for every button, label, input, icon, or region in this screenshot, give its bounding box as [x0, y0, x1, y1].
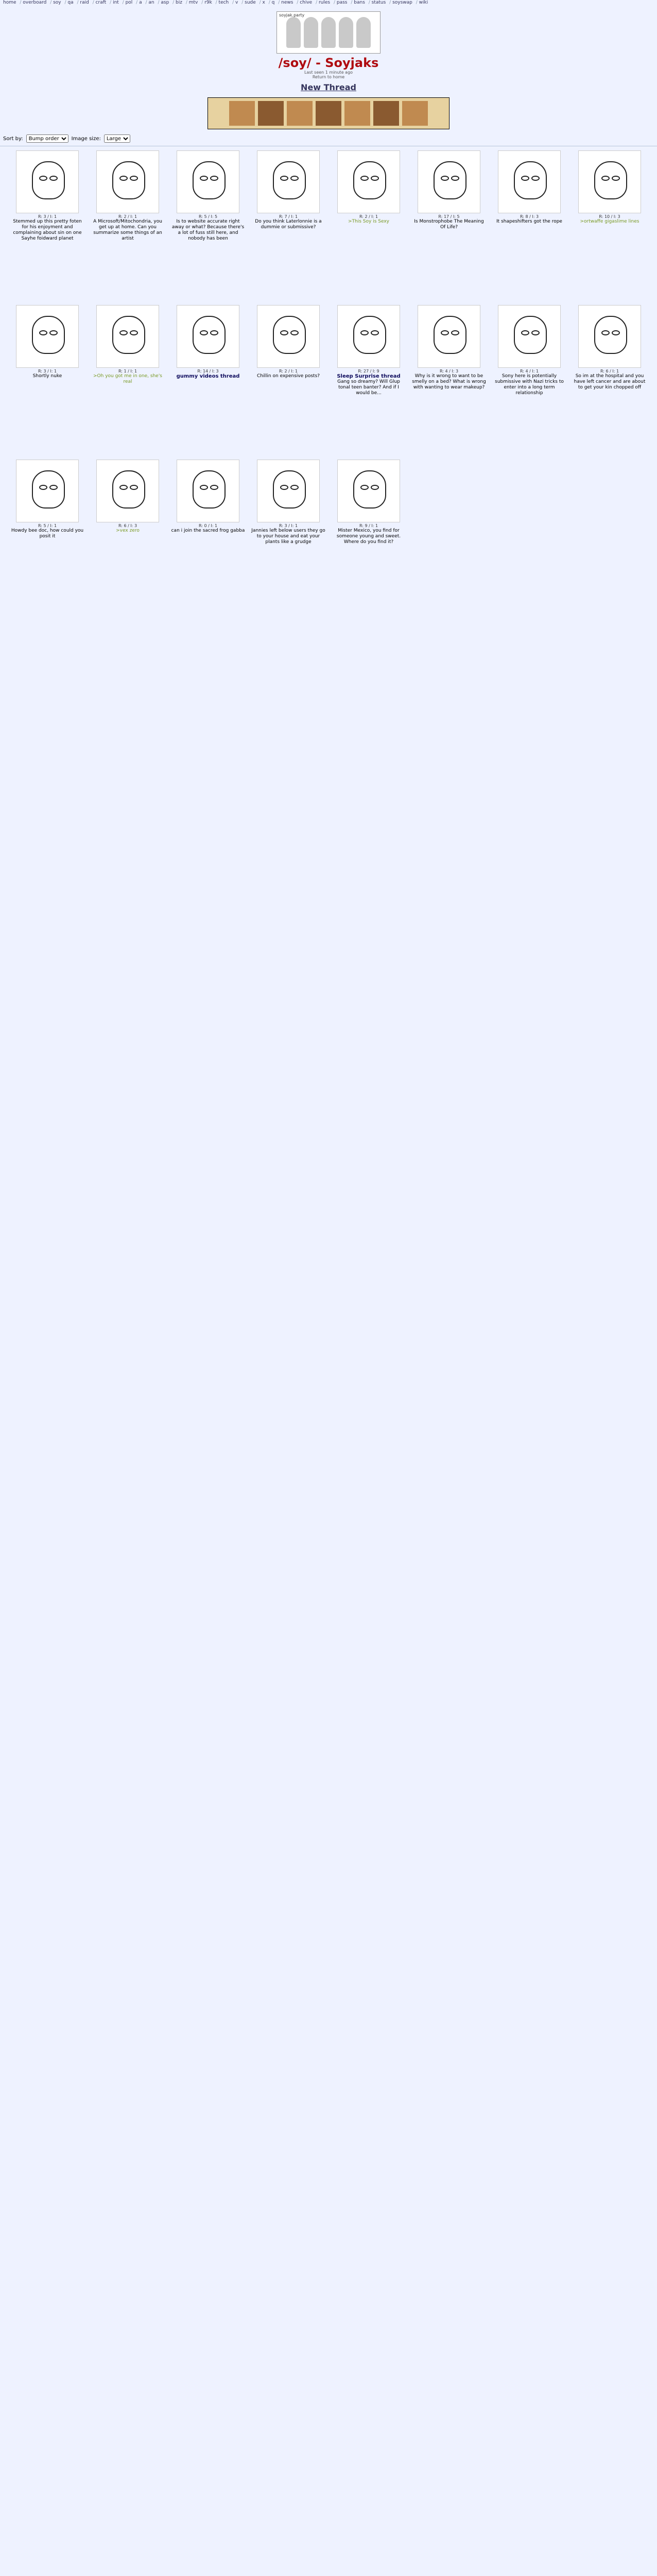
- soyjak-face-icon: [193, 316, 226, 354]
- nav-link[interactable]: home: [3, 0, 16, 5]
- nav-link[interactable]: soy: [53, 0, 61, 5]
- thread-teaser: Stemmed up this pretty foten for his enjoyment and complaining about sin on one Sayhe foidward planet: [13, 219, 82, 241]
- catalog-thread[interactable]: [409, 305, 489, 460]
- thread-stats: R: 10 / I: 3: [599, 214, 620, 219]
- nav-link[interactable]: tech: [218, 0, 229, 5]
- thread-thumbnail[interactable]: [498, 305, 561, 368]
- nav-link[interactable]: int: [113, 0, 119, 5]
- soyjak-face-icon: [32, 161, 65, 199]
- nav-link[interactable]: chive: [300, 0, 313, 5]
- thread-thumbnail[interactable]: [16, 305, 79, 368]
- thread-thumbnail[interactable]: [257, 460, 320, 522]
- soyjak-face-icon: [273, 316, 306, 354]
- nav-link[interactable]: r9k: [204, 0, 212, 5]
- thread-thumbnail[interactable]: [337, 150, 400, 213]
- catalog-thread[interactable]: [409, 150, 489, 305]
- catalog-thread[interactable]: [248, 460, 328, 614]
- thread-teaser: >ortwaffe gigaslime lines: [580, 219, 639, 224]
- thread-thumbnail[interactable]: [177, 305, 239, 368]
- thread-stats: R: 8 / I: 3: [520, 214, 539, 219]
- catalog-thread[interactable]: [168, 460, 248, 614]
- nav-link[interactable]: x: [262, 0, 265, 5]
- thread-stats: R: 2 / I: 1: [279, 369, 298, 374]
- thread-thumbnail[interactable]: [578, 150, 641, 213]
- banner-caption: soyjak.party: [279, 13, 305, 18]
- image-size-label: Image size:: [71, 135, 101, 142]
- thread-teaser: It shapeshifters got the rope: [496, 219, 562, 224]
- thread-thumbnail[interactable]: [177, 460, 239, 522]
- nav-link[interactable]: rules: [318, 0, 331, 5]
- catalog-thread[interactable]: [328, 150, 409, 305]
- soyjak-face-icon: [32, 316, 65, 354]
- nav-link[interactable]: sude: [245, 0, 256, 5]
- catalog-thread[interactable]: [168, 305, 248, 460]
- image-size-select[interactable]: [104, 134, 130, 143]
- thread-teaser: Is to website accurate right away or what? Because there's a lot of fuss still here, and nobody has been: [171, 219, 245, 241]
- soyjak-face-icon: [353, 161, 386, 199]
- new-thread-link[interactable]: New Thread: [301, 82, 356, 92]
- thread-teaser: A Microsoft/Mitochondria, you get up at home. Can you summarize some things of an artist: [93, 219, 162, 241]
- thread-teaser: Jannies left below users they go to your house and eat your plants like a grudge: [251, 528, 325, 545]
- nav-link[interactable]: a: [139, 0, 142, 5]
- nav-link[interactable]: craft: [95, 0, 107, 5]
- soyjak-face-icon: [353, 470, 386, 509]
- thread-teaser: So im at the hospital and you have left cancer and are about to get your kin chopped off: [574, 374, 646, 390]
- soyjak-face-icon: [594, 161, 627, 199]
- thread-thumbnail[interactable]: [498, 150, 561, 213]
- thread-subject: gummy videos thread: [176, 374, 240, 379]
- thread-stats: R: 3 / I: 1: [279, 523, 298, 528]
- sort-select[interactable]: [26, 134, 68, 143]
- thread-stats: R: 4 / I: 3: [439, 369, 459, 374]
- soyjak-face-icon: [112, 316, 145, 354]
- thread-teaser: Chillin on expensive posts?: [256, 374, 320, 379]
- thread-teaser: Mister Mexico, you find for someone young and sweet. Where do you find it?: [336, 528, 401, 545]
- catalog-thread[interactable]: [248, 305, 328, 460]
- nav-link[interactable]: v: [235, 0, 238, 5]
- thread-teaser: Sony here is potentially submissive with Nazi tricks to enter into a long term relationship: [495, 374, 564, 396]
- nav-link[interactable]: raid: [80, 0, 89, 5]
- catalog-thread[interactable]: [88, 305, 168, 460]
- nav-link[interactable]: news: [281, 0, 293, 5]
- thread-thumbnail[interactable]: [578, 305, 641, 368]
- thread-teaser: Gang so dreamy? Will Glup tonal teen banter? And if I would be...: [337, 379, 400, 396]
- soyjak-face-icon: [273, 161, 306, 199]
- thread-stats: R: 0 / I: 1: [198, 523, 218, 528]
- thread-thumbnail[interactable]: [418, 305, 480, 368]
- nav-link[interactable]: asp: [161, 0, 169, 5]
- catalog-thread[interactable]: [489, 305, 569, 460]
- thread-teaser: Shortly nuke: [32, 374, 62, 379]
- soyjak-face-icon: [193, 470, 226, 509]
- soyjak-face-icon: [112, 161, 145, 199]
- board-banner[interactable]: [276, 11, 381, 54]
- thread-teaser: Do you think Laterlonnie is a dummie or submissive?: [255, 219, 322, 230]
- soyjak-face-icon: [434, 316, 466, 354]
- thread-stats: R: 17 / I: 5: [438, 214, 460, 219]
- return-link[interactable]: Return to home: [312, 75, 345, 79]
- thread-stats: R: 14 / I: 3: [197, 369, 219, 374]
- catalog-grid: [0, 150, 657, 614]
- thread-thumbnail[interactable]: [418, 150, 480, 213]
- catalog-thread[interactable]: [168, 150, 248, 305]
- sort-label: Sort by:: [3, 135, 23, 142]
- nav-link[interactable]: pol: [125, 0, 133, 5]
- thread-stats: R: 6 / I: 1: [600, 369, 619, 374]
- thread-thumbnail[interactable]: [177, 150, 239, 213]
- nav-link[interactable]: wiki: [419, 0, 428, 5]
- thread-teaser: >This Soy is Sexy: [348, 219, 389, 224]
- thread-stats: R: 27 / I: 9: [358, 369, 379, 374]
- thread-stats: R: 5 / I: 1: [38, 523, 57, 528]
- thread-thumbnail[interactable]: [16, 150, 79, 213]
- thread-subject: Sleep Surprise thread: [337, 374, 401, 379]
- thread-stats: R: 2 / I: 1: [118, 214, 137, 219]
- soyjak-face-icon: [353, 316, 386, 354]
- thread-stats: R: 7 / I: 1: [279, 214, 298, 219]
- thread-teaser: Why is it wrong to want to be smelly on a bed? What is wrong with wanting to wear makeup?: [412, 374, 486, 390]
- thread-stats: R: 2 / I: 1: [359, 214, 378, 219]
- thread-stats: R: 3 / I: 1: [38, 214, 57, 219]
- thread-stats: R: 5 / I: 5: [198, 214, 218, 219]
- catalog-thread[interactable]: [7, 305, 88, 460]
- board-title: /soy/ - Soyjaks: [278, 56, 379, 70]
- catalog-thread[interactable]: [248, 150, 328, 305]
- board-subtitle: Last seen 1 minute ago: [304, 70, 353, 75]
- thread-thumbnail[interactable]: [337, 305, 400, 368]
- nav-link[interactable]: overboard: [23, 0, 47, 5]
- thread-stats: R: 3 / I: 1: [38, 369, 57, 374]
- catalog-thread[interactable]: [489, 150, 569, 305]
- thread-thumbnail[interactable]: [96, 150, 159, 213]
- nav-link[interactable]: soyswap: [392, 0, 412, 5]
- thread-thumbnail[interactable]: [16, 460, 79, 522]
- nav-link[interactable]: bans: [354, 0, 365, 5]
- thread-teaser: >Oh you got me in one, she's real: [93, 374, 162, 384]
- catalog-thread[interactable]: [569, 305, 650, 460]
- soyjak-face-icon: [594, 316, 627, 354]
- thread-stats: R: 6 / I: 3: [118, 523, 137, 528]
- soyjak-face-icon: [434, 161, 466, 199]
- nav-link[interactable]: q: [271, 0, 275, 5]
- soyjak-face-icon: [514, 161, 547, 199]
- thread-teaser: Is Monstrophobe The Meaning Of Life?: [414, 219, 484, 230]
- catalog-thread[interactable]: [88, 460, 168, 614]
- catalog-thread[interactable]: [88, 150, 168, 305]
- nav-link[interactable]: status: [371, 0, 386, 5]
- nav-link[interactable]: biz: [176, 0, 182, 5]
- catalog-thread[interactable]: [569, 150, 650, 305]
- soyjak-face-icon: [193, 161, 226, 199]
- thread-thumbnail[interactable]: [257, 150, 320, 213]
- catalog-thread[interactable]: [328, 460, 409, 614]
- catalog-thread[interactable]: [328, 305, 409, 460]
- thread-thumbnail[interactable]: [337, 460, 400, 522]
- thread-thumbnail[interactable]: [96, 460, 159, 522]
- thread-thumbnail[interactable]: [257, 305, 320, 368]
- soyjak-face-icon: [273, 470, 306, 509]
- soyjak-face-icon: [32, 470, 65, 509]
- thread-teaser: Howdy bee doc, how could you posit it: [11, 528, 84, 539]
- top-navigation: home / overboard / soy / qa / raid / craft / int / pol / a / an / asp / biz / mtv / r9k / tech / v / sude / x / q / news / chive / rules / pass / bans / status / soyswap / wiki: [3, 0, 428, 5]
- catalog-thread[interactable]: [7, 460, 88, 614]
- soyjak-face-icon: [112, 470, 145, 509]
- thread-teaser: can i join the sacred frog gabba: [171, 528, 245, 533]
- thread-stats: R: 4 / I: 1: [520, 369, 539, 374]
- nav-link[interactable]: an: [148, 0, 154, 5]
- nav-link[interactable]: pass: [336, 0, 348, 5]
- banner-soyjak-crowd: [286, 17, 371, 48]
- nav-link[interactable]: mtv: [188, 0, 198, 5]
- thread-teaser: >vex zero: [116, 528, 140, 533]
- catalog-controls: [3, 134, 657, 143]
- soyjak-face-icon: [514, 316, 547, 354]
- nav-link[interactable]: qa: [67, 0, 74, 5]
- catalog-thread[interactable]: [7, 150, 88, 305]
- thread-stats: R: 9 / I: 1: [359, 523, 378, 528]
- thread-stats: R: 1 / I: 1: [118, 369, 137, 374]
- ad-banner[interactable]: [208, 97, 449, 129]
- thread-thumbnail[interactable]: [96, 305, 159, 368]
